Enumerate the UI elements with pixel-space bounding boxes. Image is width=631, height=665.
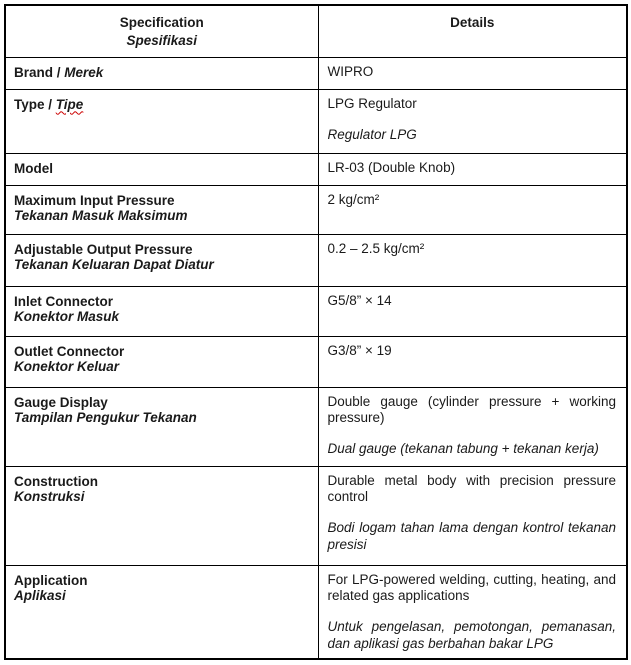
details-cell-adjustable-output-pressure	[318, 234, 627, 286]
details-cell-brand	[318, 57, 627, 89]
details-text: G3/8” × 19	[327, 342, 392, 358]
spec-cell-brand	[5, 57, 318, 89]
spec-label-en: Model	[14, 160, 53, 176]
table-header-row	[5, 5, 627, 57]
details-column-header	[318, 5, 627, 57]
table-row-inlet-connector	[5, 286, 627, 336]
table-row-construction	[5, 466, 627, 565]
details-text-id: Bodi logam tahan lama dengan kontrol tekanan presisi	[327, 520, 616, 552]
spec-label-id: Tekanan Keluaran Dapat Diatur	[14, 257, 214, 273]
spec-label-en: Adjustable Output Pressure	[14, 241, 193, 257]
spec-cell-outlet-connector	[5, 336, 318, 387]
spec-label-en: Brand /	[14, 64, 61, 80]
spec-label-id: Tampilan Pengukur Tekanan	[14, 410, 197, 426]
spec-label-en: Type /	[14, 96, 53, 112]
spec-cell-gauge-display	[5, 387, 318, 466]
table-row-adjustable-output-pressure	[5, 234, 627, 286]
spec-label-id: Tekanan Masuk Maksimum	[14, 208, 188, 224]
details-cell-model	[318, 153, 627, 185]
spec-cell-max-input-pressure	[5, 185, 318, 234]
details-cell-inlet-connector	[318, 286, 627, 336]
spec-label-en: Inlet Connector	[14, 293, 114, 309]
spec-label-id: Konektor Keluar	[14, 359, 120, 375]
specification-table	[4, 4, 628, 660]
spec-label-en: Maximum Input Pressure	[14, 192, 175, 208]
details-cell-construction	[318, 466, 627, 565]
details-header-label: Details	[450, 15, 495, 30]
table-row-gauge-display	[5, 387, 627, 466]
spec-label-en: Gauge Display	[14, 394, 108, 410]
details-text: 0.2 – 2.5 kg/cm²	[327, 240, 425, 256]
spec-cell-construction	[5, 466, 318, 565]
spec-header-id: Spesifikasi	[126, 32, 198, 48]
details-text: Durable metal body with precision pressure control	[327, 472, 616, 504]
table-row-application	[5, 565, 627, 659]
details-cell-outlet-connector	[318, 336, 627, 387]
table-row-outlet-connector	[5, 336, 627, 387]
spec-header-en: Specification	[119, 15, 204, 30]
spec-label-en: Outlet Connector	[14, 343, 125, 359]
details-cell-type	[318, 89, 627, 153]
details-text: LPG Regulator	[327, 95, 417, 111]
spec-cell-model	[5, 153, 318, 185]
spec-label-en: Application	[14, 572, 88, 588]
details-text: LR-03 (Double Knob)	[327, 159, 456, 175]
details-cell-application	[318, 565, 627, 659]
spec-label-en: Construction	[14, 473, 98, 489]
details-text: For LPG-powered welding, cutting, heating, and related gas applications	[327, 571, 616, 603]
table-row-max-input-pressure	[5, 185, 627, 234]
table-row-type	[5, 89, 627, 153]
details-text-id: Regulator LPG	[327, 126, 417, 142]
spec-label-id: Aplikasi	[14, 588, 66, 604]
spec-cell-inlet-connector	[5, 286, 318, 336]
spec-cell-application	[5, 565, 318, 659]
table-row-brand	[5, 57, 627, 89]
details-text: Double gauge (cylinder pressure + working pressure)	[327, 393, 616, 425]
details-text: G5/8” × 14	[327, 292, 392, 308]
spec-cell-type	[5, 89, 318, 153]
details-text: WIPRO	[327, 63, 374, 79]
spec-label-id: Konektor Masuk	[14, 309, 120, 325]
spec-column-header	[5, 5, 318, 57]
spec-label-id: Merek	[64, 64, 104, 80]
details-cell-gauge-display	[318, 387, 627, 466]
details-cell-max-input-pressure	[318, 185, 627, 234]
spec-cell-adjustable-output-pressure	[5, 234, 318, 286]
details-text-id: Untuk pengelasan, pemotongan, pemanasan, dan aplikasi gas berbahan bakar LPG	[327, 619, 616, 651]
table-row-model	[5, 153, 627, 185]
details-text-id: Dual gauge (tekanan tabung + tekanan kerja)	[327, 441, 599, 457]
details-text: 2 kg/cm²	[327, 191, 380, 207]
spec-label-id-misspelled: Tipe	[55, 96, 84, 112]
spec-label-id: Konstruksi	[14, 489, 85, 505]
